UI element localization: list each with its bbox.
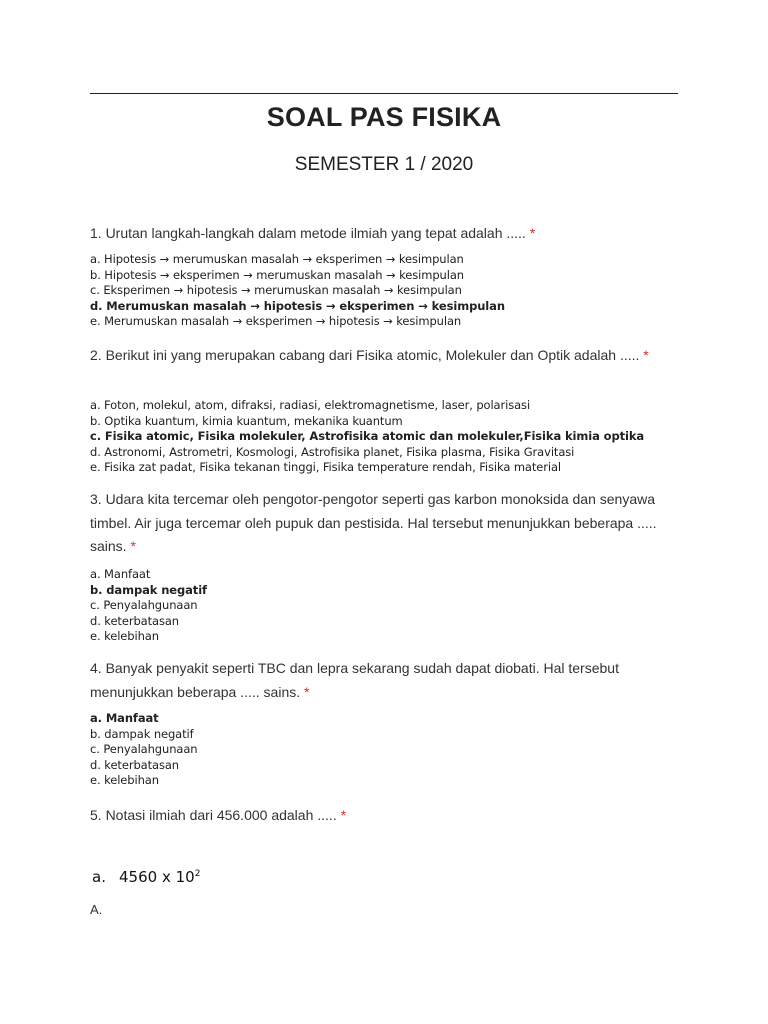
question-5	[90, 804, 680, 828]
q5-choice-a-equation	[92, 868, 200, 886]
option-3e: e. kelebihan	[90, 629, 159, 644]
required-mark: *	[529, 225, 536, 241]
option-4e: e. kelebihan	[90, 773, 159, 788]
question-2-text: 2. Berikut ini yang merupakan cabang dari Fisika atomic, Molekuler dan Optik adalah .....	[90, 347, 640, 363]
q5-answer-label: A.	[90, 902, 103, 917]
option-2d: d. Astronomi, Astrometri, Kosmologi, Astrofisika planet, Fisika plasma, Fisika Gravitasi	[90, 444, 575, 459]
question-4-options	[90, 711, 690, 789]
option-4d: d. keterbatasan	[90, 757, 179, 772]
option-4b: b. dampak negatif	[90, 726, 194, 741]
question-1-options	[90, 252, 690, 330]
question-2	[90, 344, 650, 368]
question-3-options	[90, 567, 690, 645]
option-2c-correct: c. Fisika atomic, Fisika molekuler, Astrofisika atomic dan molekuler,Fisika kimia optika	[90, 429, 645, 444]
required-mark: *	[643, 347, 649, 363]
question-5-text: 5. Notasi ilmiah dari 456.000 adalah .....	[90, 807, 337, 823]
required-mark: *	[130, 538, 136, 554]
question-4-text: 4. Banyak penyakit seperti TBC dan lepra sekarang sudah dapat diobati. Hal tersebut menunjukkan beberapa ..... sains.	[90, 660, 619, 700]
question-4	[90, 657, 675, 704]
required-mark: *	[304, 683, 310, 700]
question-1	[90, 222, 680, 246]
option-1d-correct: d. Merumuskan masalah → hipotesis → eksperimen → kesimpulan	[90, 298, 505, 313]
option-2b: b. Optika kuantum, kimia kuantum, mekanika kuantum	[90, 413, 403, 428]
q5-choice-label: a.	[92, 868, 106, 886]
option-1c: c. Eksperimen → hipotesis → merumuskan masalah → kesimpulan	[90, 283, 462, 298]
document-title: SOAL PAS FISIKA	[266, 102, 502, 132]
required-mark: *	[340, 807, 347, 823]
option-4c: c. Penyalahgunaan	[90, 742, 198, 757]
option-4a-correct: a. Manfaat	[90, 711, 159, 725]
option-1a: a. Hipotesis → merumuskan masalah → eksperimen → kesimpulan	[90, 252, 464, 266]
option-3b-correct: b. dampak negatif	[90, 582, 207, 597]
option-2a: a. Foton, molekul, atom, difraksi, radiasi, elektromagnetisme, laser, polarisasi	[90, 398, 531, 412]
question-1-text: 1. Urutan langkah-langkah dalam metode ilmiah yang tepat adalah .....	[90, 225, 526, 241]
document-subtitle: SEMESTER 1 / 2020	[294, 154, 474, 175]
option-1b: b. Hipotesis → eksperimen → merumuskan masalah → kesimpulan	[90, 267, 464, 282]
q5-choice-exponent: 2	[194, 869, 201, 879]
option-1e: e. Merumuskan masalah → eksperimen → hipotesis → kesimpulan	[90, 314, 462, 329]
question-3-text: 3. Udara kita tercemar oleh pengotor-pengotor seperti gas karbon monoksida dan senyawa timbel. Air juga tercemar oleh pupuk dan pestisida. Hal tersebut menunjukkan beberapa ..... sains.	[90, 491, 657, 554]
option-3d: d. keterbatasan	[90, 613, 179, 628]
question-3	[90, 488, 660, 559]
option-2e: e. Fisika zat padat, Fisika tekanan tinggi, Fisika temperature rendah, Fisika material	[90, 460, 562, 475]
header-rule	[90, 93, 678, 94]
option-3a: a. Manfaat	[90, 567, 151, 581]
q5-choice-base: 4560 x 10	[119, 868, 195, 886]
option-3c: c. Penyalahgunaan	[90, 598, 198, 613]
question-2-options	[90, 398, 690, 476]
